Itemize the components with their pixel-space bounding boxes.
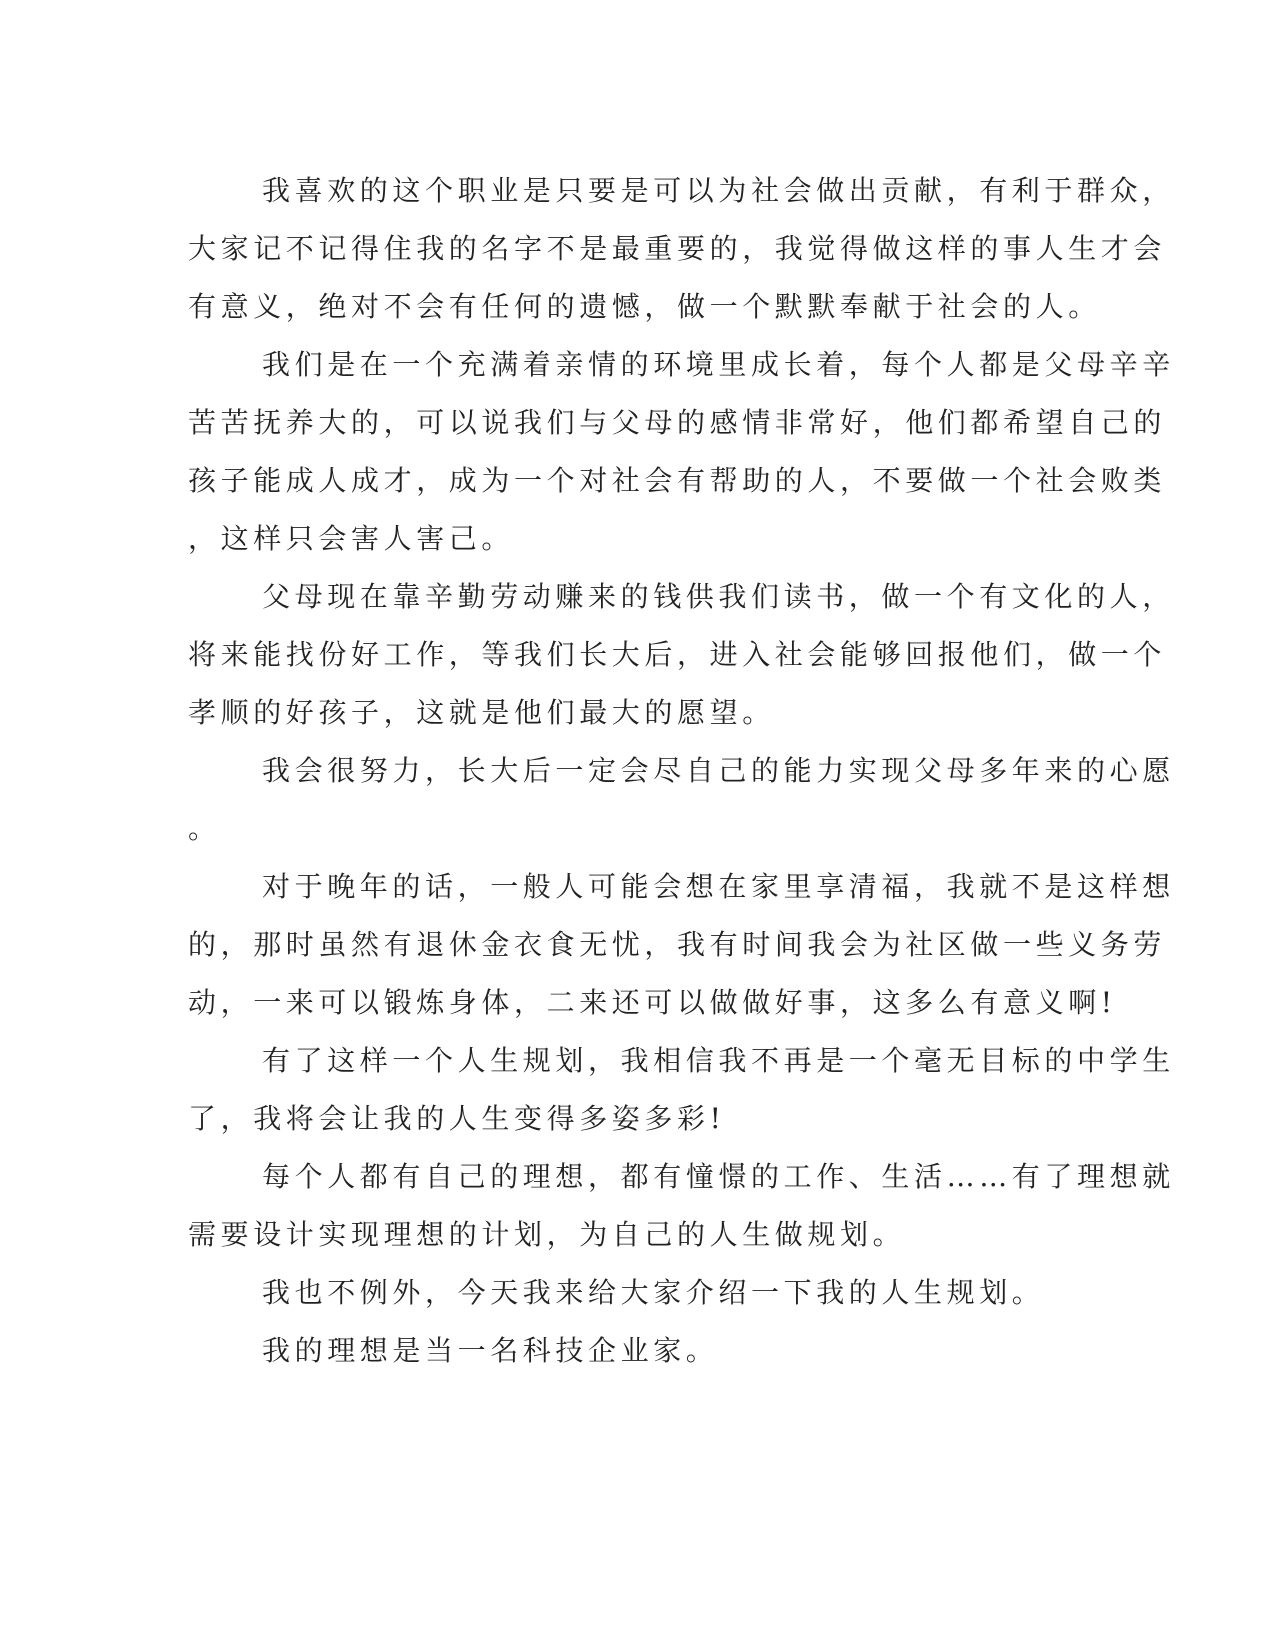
paragraph-2-line-1: 我们是在一个充满着亲情的环境里成长着，每个人都是父母辛辛 [262,348,1175,381]
paragraph-4-line-1: 我会很努力，长大后一定会尽自己的能力实现父母多年来的心愿 [262,754,1175,787]
paragraph-6-line-2: 了，我将会让我的人生变得多姿多彩! [188,1102,726,1135]
paragraph-1-line-2: 大家记不记得住我的名字不是最重要的，我觉得做这样的事人生才会 [188,232,1167,265]
paragraph-8-line-1: 我也不例外，今天我来给大家介绍一下我的人生规划。 [262,1276,1045,1309]
paragraph-1-line-1: 我喜欢的这个职业是只要是可以为社会做出贡献，有利于群众， [262,174,1175,207]
paragraph-7-line-1: 每个人都有自己的理想，都有憧憬的工作、生活……有了理想就 [262,1160,1175,1193]
document-body [188,162,1175,1380]
paragraph-5-line-2: 的，那时虽然有退休金衣食无忧，我有时间我会为社区做一些义务劳 [188,928,1167,961]
paragraph-4-line-2: 。 [188,812,221,845]
paragraph-5-line-1: 对于晚年的话，一般人可能会想在家里享清福，我就不是这样想 [262,870,1175,903]
paragraph-3-line-1: 父母现在靠辛勤劳动赚来的钱供我们读书，做一个有文化的人， [262,580,1175,613]
paragraph-2-line-4: ，这样只会害人害己。 [188,522,515,555]
paragraph-6-line-1: 有了这样一个人生规划，我相信我不再是一个毫无目标的中学生 [262,1044,1175,1077]
paragraph-3-line-2: 将来能找份好工作，等我们长大后，进入社会能够回报他们，做一个 [188,638,1167,671]
paragraph-2-line-2: 苦苦抚养大的，可以说我们与父母的感情非常好，他们都希望自己的 [188,406,1167,439]
paragraph-3-line-3: 孝顺的好孩子，这就是他们最大的愿望。 [188,696,775,729]
paragraph-9-line-1: 我的理想是当一名科技企业家。 [262,1334,719,1367]
paragraph-5-line-3: 动，一来可以锻炼身体，二来还可以做做好事，这多么有意义啊! [188,986,1117,1019]
paragraph-1-line-3: 有意义，绝对不会有任何的遗憾，做一个默默奉献于社会的人。 [188,290,1101,323]
paragraph-2-line-3: 孩子能成人成才，成为一个对社会有帮助的人，不要做一个社会败类 [188,464,1167,497]
paragraph-7-line-2: 需要设计实现理想的计划，为自己的人生做规划。 [188,1218,906,1251]
